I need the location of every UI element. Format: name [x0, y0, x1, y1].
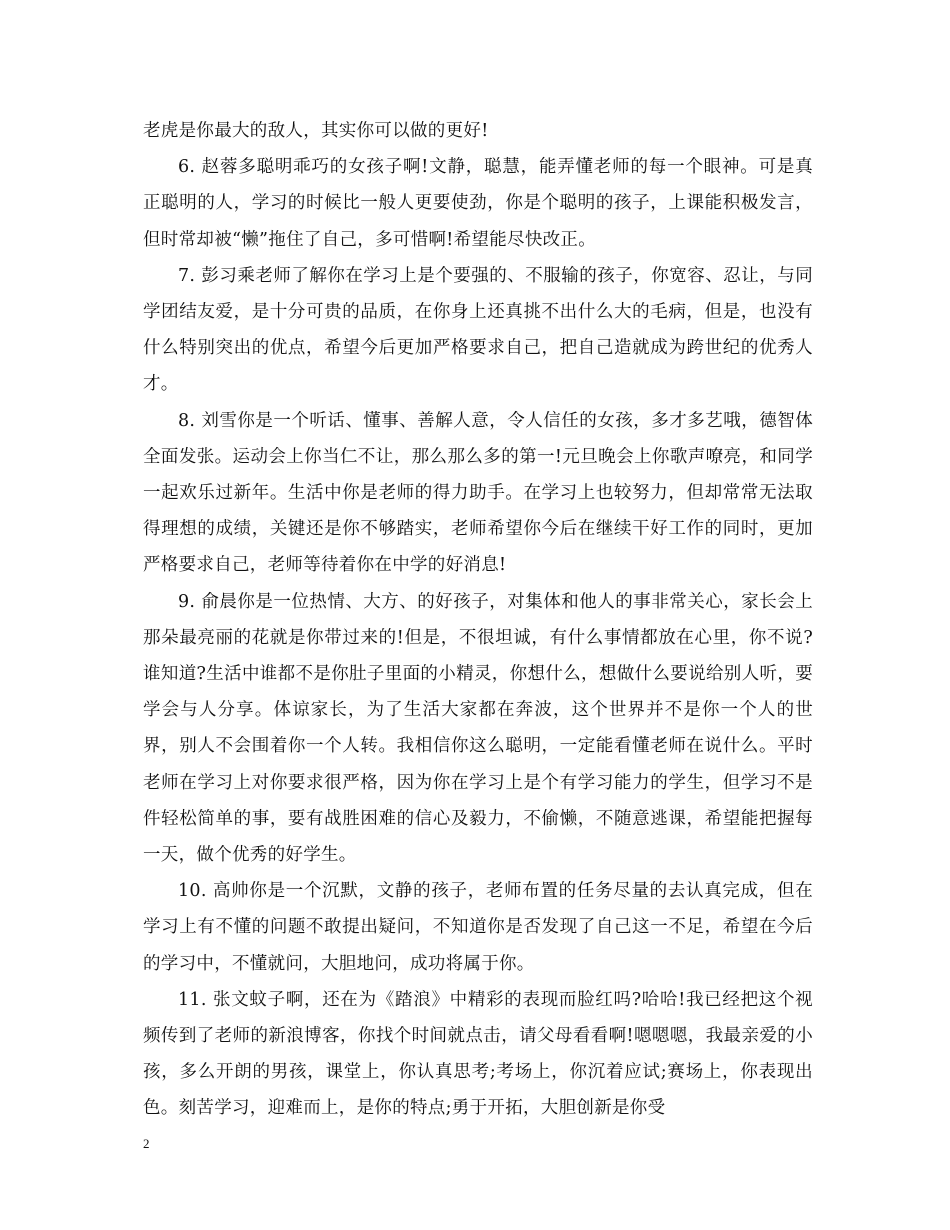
document-body	[143, 113, 813, 1127]
paragraph-11: 11. 张文蚊子啊，还在为《踏浪》中精彩的表现而脸红吗?哈哈!我已经把这个视频传到了老师的新浪博客，你找个时间就点击，请父母看看啊!嗯嗯嗯，我最亲爱的小孩，多么开朗的男孩，课堂上，你认真思考;考场上，你沉着应试;赛场上，你表现出色。刻苦学习，迎难而上，是你的特点;勇于开拓，大胆创新是你受	[143, 989, 813, 1119]
paragraph-10: 10. 高帅你是一个沉默，文静的孩子，老师布置的任务尽量的去认真完成，但在学习上有不懂的问题不敢提出疑问，不知道你是否发现了自己这一不足，希望在今后的学习中，不懂就问，大胆地问，成功将属于你。	[143, 881, 813, 974]
paragraph-7: 7. 彭习乘老师了解你在学习上是个要强的、不服输的孩子，你宽容、忍让，与同学团结友爱，是十分可贵的品质，在你身上还真挑不出什么大的毛病，但是，也没有什么特别突出的优点，希望今后更加严格要求自己，把自己造就成为跨世纪的优秀人才。	[143, 265, 813, 395]
page-number: 2	[143, 1136, 150, 1151]
paragraph-6: 6. 赵蓉多聪明乖巧的女孩子啊!文静，聪慧，能弄懂老师的每一个眼神。可是真正聪明的人，学习的时候比一般人更要使劲，你是个聪明的孩子，上课能积极发言，但时常却被“懒”拖住了自己，多可惜啊!希望能尽快改正。	[143, 157, 813, 250]
paragraph-8: 8. 刘雪你是一个听话、懂事、善解人意，令人信任的女孩，多才多艺哦，德智体全面发张。运动会上你当仁不让，那么那么多的第一!元旦晚会上你歌声嘹亮，和同学一起欢乐过新年。生活中你是老师的得力助手。在学习上也较努力，但却常常无法取得理想的成绩，关键还是你不够踏实，老师希望你今后在继续干好工作的同时，更加严格要求自己，老师等待着你在中学的好消息!	[143, 410, 813, 576]
paragraph-continued: 老虎是你最大的敌人，其实你可以做的更好!	[143, 121, 489, 141]
paragraph-9: 9. 俞晨你是一位热情、大方、的好孩子，对集体和他人的事非常关心，家长会上那朵最亮丽的花就是你带过来的!但是，不很坦诚，有什么事情都放在心里，你不说?谁知道?生活中谁都不是你肚子里面的小精灵，你想什么，想做什么要说给别人听，要学会与人分享。体谅家长，为了生活大家都在奔波，这个世界并不是你一个人的世界，别人不会围着你一个人转。我相信你这么聪明，一定能看懂老师在说什么。平时老师在学习上对你要求很严格，因为你在学习上是个有学习能力的学生，但学习不是件轻松简单的事，要有战胜困难的信心及毅力，不偷懒，不随意逃课，希望能把握每一天，做个优秀的好学生。	[143, 591, 813, 866]
